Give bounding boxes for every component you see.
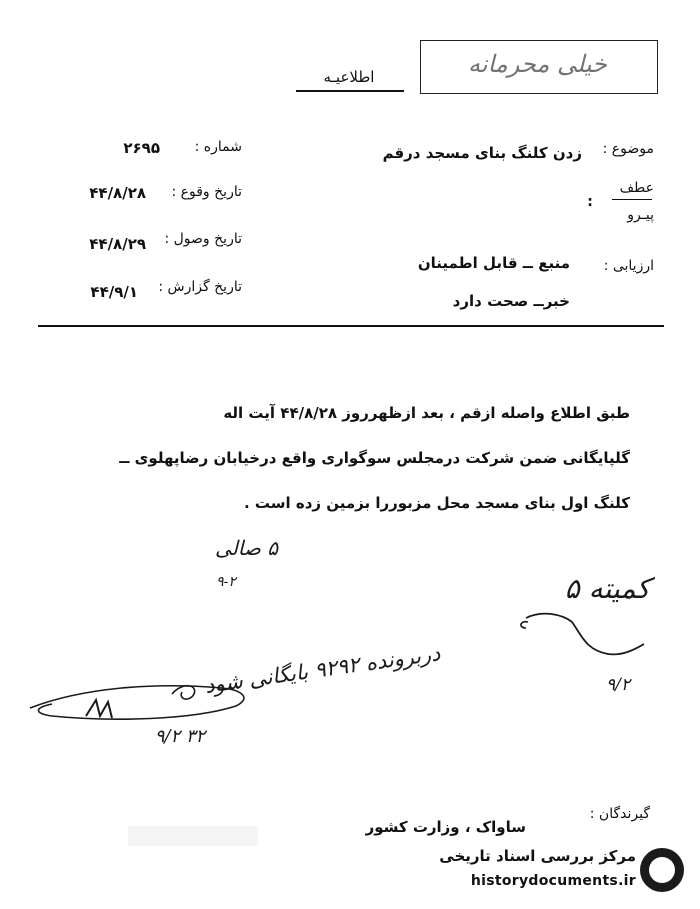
faint-stamp-mark [128, 826, 258, 846]
document-title: اطلاعیـه [323, 68, 375, 86]
header-divider [38, 325, 664, 327]
follow-up-label: پیـرو [627, 207, 654, 223]
receipt-date-label: تاریخ وصول : [164, 231, 242, 247]
handwritten-note-2-prefix: دربرونده [364, 641, 442, 676]
handwritten-note-3-date: ۹/۲ [606, 675, 630, 695]
archive-name: مرکز بررسی اسناد تاریخی [439, 847, 636, 865]
archive-logo-inner [649, 857, 675, 883]
title-underline [296, 90, 404, 92]
receipt-date-value: ۴۴/۸/۲۹ [89, 235, 146, 253]
number-label: شماره : [194, 139, 242, 155]
body-line-3: کلنگ اول بنای مسجد محل مزبوررا بزمین زده است . [243, 494, 630, 512]
handwritten-note-1: ۵ صالی [215, 536, 278, 560]
report-date-value: ۴۴/۹/۱ [90, 283, 138, 301]
archive-url: historydocuments.ir [470, 873, 636, 889]
recipients-value: ساواک ، وزارت کشور [365, 818, 526, 836]
handwritten-note-3: کمیته ۵ [564, 572, 650, 605]
evaluation-label: ارزیابی : [603, 258, 654, 274]
body-line-2: گلپایگانی ضمن شرکت درمجلس سوگواری واقع درخیابان رضاپهلوی ــ [119, 449, 630, 467]
evaluation-source: منبع ــ قابل اطمینان [417, 254, 570, 272]
subject-value: زدن کلنگ بنای مسجد درقم [382, 144, 582, 162]
signature-scribble-right [512, 600, 662, 680]
incident-date-label: تاریخ وقوع : [171, 184, 242, 200]
handwritten-note-2-date: ۹/۲ ۳۲ [154, 726, 206, 747]
handwritten-note-2-text: ۹۲۹۲ بایگانی شود [203, 652, 361, 698]
reference-underline [612, 199, 652, 200]
number-value: ۲۶۹۵ [123, 139, 160, 157]
reference-colon: : [587, 194, 593, 210]
report-date-label: تاریخ گزارش : [158, 279, 242, 295]
handwritten-note-1-date: ۹-۲ [216, 574, 236, 590]
recipients-label: گیرندگان : [589, 806, 650, 822]
subject-label: موضوع : [602, 141, 654, 157]
reference-label: عطف [619, 180, 654, 196]
confidential-stamp-text: خیلی محرمانه [468, 50, 607, 78]
evaluation-news: خبرــ صحت دارد [452, 292, 570, 310]
incident-date-value: ۴۴/۸/۲۸ [89, 184, 146, 202]
body-line-1: طبق اطلاع واصله ازقم ، بعد ازظهرروز ۴۴/۸/۲۸ آیت اله [223, 404, 630, 422]
